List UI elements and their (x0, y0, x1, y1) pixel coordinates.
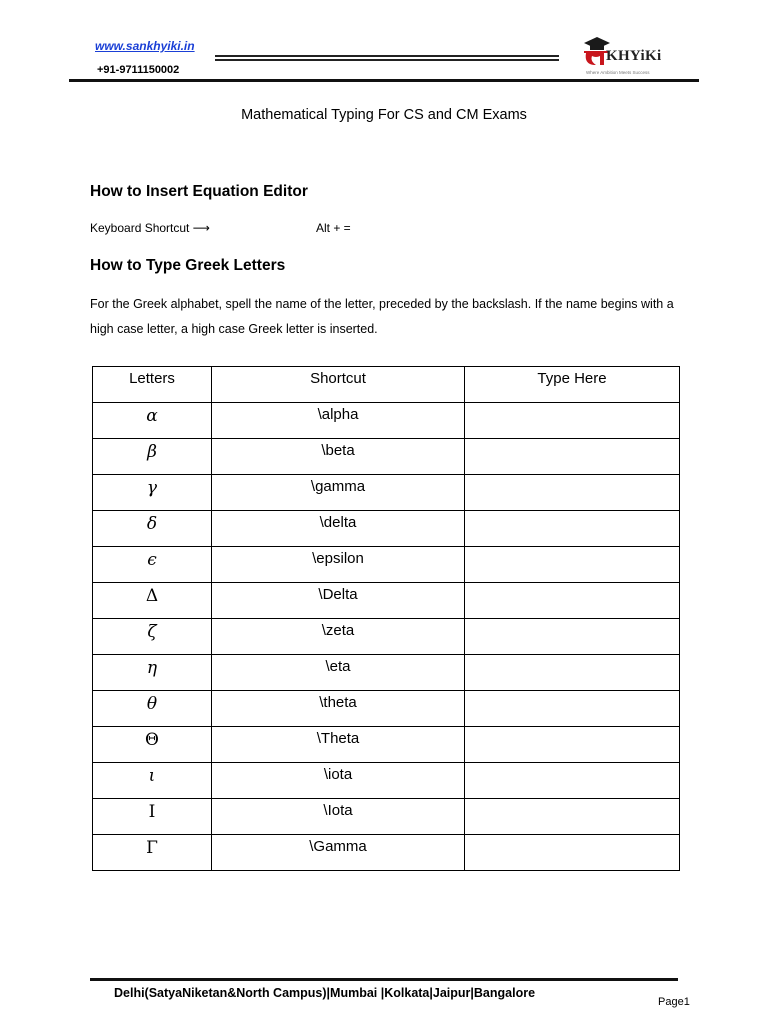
greek-letter: ι (148, 766, 156, 786)
letter-cell (93, 835, 212, 871)
table-row (93, 835, 680, 871)
letter-cell (93, 655, 212, 691)
greek-letters-table (92, 366, 680, 871)
greek-letter: γ (146, 478, 158, 498)
type-here-cell[interactable] (465, 691, 680, 727)
brand-logo (580, 28, 680, 104)
letter-cell (93, 511, 212, 547)
table-row (93, 511, 680, 547)
website-link[interactable]: www.sankhyiki.in (95, 39, 195, 53)
keyboard-shortcut-value: Alt + = (316, 221, 351, 235)
letter-cell (93, 403, 212, 439)
greek-letter: θ (146, 694, 158, 714)
document-title: Mathematical Typing For CS and CM Exams (241, 107, 527, 123)
greek-letter: ϵ (147, 550, 157, 570)
table-row (93, 799, 680, 835)
logo-tagline: Where Ambition Meets Success (586, 70, 650, 75)
type-here-cell[interactable] (465, 403, 680, 439)
greek-letter: η (146, 658, 158, 678)
greek-letter: Δ (145, 586, 159, 606)
type-here-cell[interactable] (465, 439, 680, 475)
type-here-cell[interactable] (465, 583, 680, 619)
greek-heading: How to Type Greek Letters (90, 257, 286, 274)
shortcut-cell: \eta (212, 655, 465, 691)
greek-letter: Ι (148, 802, 156, 822)
shortcut-cell: \iota (212, 763, 465, 799)
footer-rule (90, 978, 678, 981)
header-shortcut: Shortcut (212, 367, 465, 403)
table-row (93, 655, 680, 691)
type-here-cell[interactable] (465, 655, 680, 691)
shortcut-cell: \theta (212, 691, 465, 727)
equation-heading: How to Insert Equation Editor (90, 183, 308, 200)
header-type-here: Type Here (465, 367, 680, 403)
letter-cell (93, 583, 212, 619)
page-number: Page1 (658, 996, 690, 1008)
shortcut-cell: \zeta (212, 619, 465, 655)
type-here-cell[interactable] (465, 799, 680, 835)
shortcut-cell: \epsilon (212, 547, 465, 583)
letter-cell (93, 691, 212, 727)
greek-instructions: For the Greek alphabet, spell the name of the letter, preceded by the backslash. If the name begins with a high case letter, a high case Greek letter is inserted. (90, 297, 674, 336)
table-header-row (93, 367, 680, 403)
table-row (93, 583, 680, 619)
type-here-cell[interactable] (465, 835, 680, 871)
table-row (93, 763, 680, 799)
table-row (93, 619, 680, 655)
letter-cell (93, 799, 212, 835)
table-row (93, 691, 680, 727)
letter-cell (93, 475, 212, 511)
phone-number: +91-9711150002 (97, 64, 180, 76)
keyboard-shortcut-label: Keyboard Shortcut ⟶ (90, 221, 210, 235)
table-row (93, 547, 680, 583)
greek-letter: ζ (147, 622, 157, 642)
shortcut-cell: \Gamma (212, 835, 465, 871)
shortcut-cell: \Delta (212, 583, 465, 619)
type-here-cell[interactable] (465, 619, 680, 655)
letter-cell (93, 727, 212, 763)
letter-cell (93, 439, 212, 475)
table-row (93, 439, 680, 475)
letter-cell (93, 763, 212, 799)
letter-cell (93, 547, 212, 583)
type-here-cell[interactable] (465, 511, 680, 547)
type-here-cell[interactable] (465, 763, 680, 799)
letter-cell (93, 619, 212, 655)
table-row (93, 727, 680, 763)
type-here-cell[interactable] (465, 727, 680, 763)
table-row (93, 475, 680, 511)
greek-letter: β (147, 442, 157, 462)
greek-letter: α (146, 406, 158, 426)
header-double-rule (215, 55, 559, 61)
footer-locations: Delhi(SatyaNiketan&North Campus)|Mumbai |Kolkata|Jaipur|Bangalore (114, 986, 536, 1000)
greek-letter: Γ (146, 838, 158, 858)
shortcut-cell: \Theta (212, 727, 465, 763)
greek-letter: δ (146, 514, 158, 534)
header-letters: Letters (93, 367, 212, 403)
shortcut-cell: \Iota (212, 799, 465, 835)
table-row (93, 403, 680, 439)
shortcut-cell: \gamma (212, 475, 465, 511)
logo-wordmark: KHYiKi (606, 48, 662, 64)
type-here-cell[interactable] (465, 475, 680, 511)
shortcut-cell: \alpha (212, 403, 465, 439)
shortcut-cell: \delta (212, 511, 465, 547)
shortcut-cell: \beta (212, 439, 465, 475)
greek-letter: Θ (145, 730, 159, 750)
type-here-cell[interactable] (465, 547, 680, 583)
